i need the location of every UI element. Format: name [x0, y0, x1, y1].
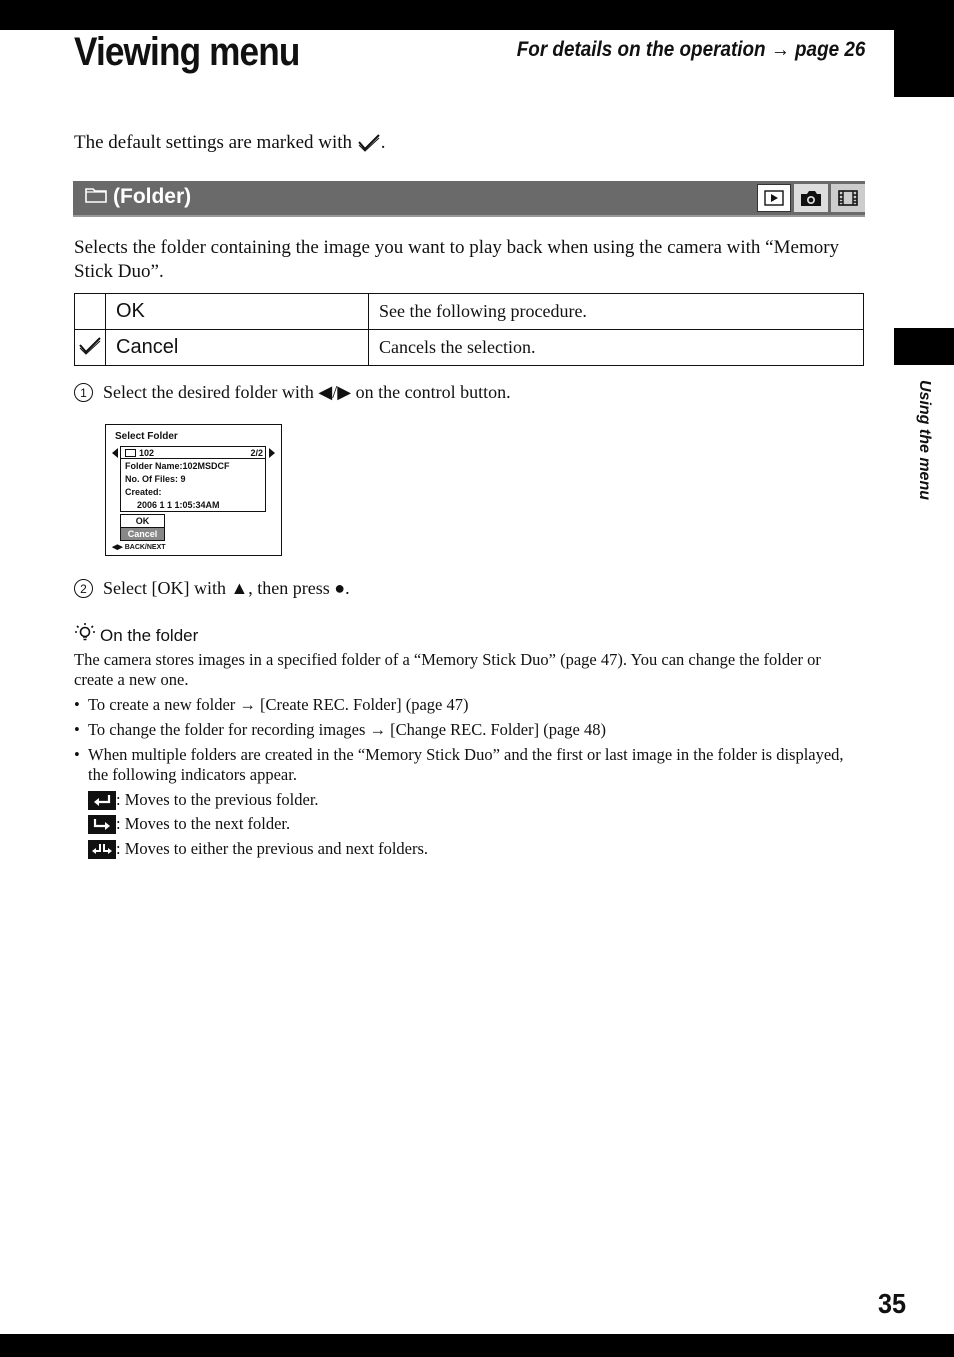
- camera-screen-illustration: [105, 424, 282, 556]
- default-mark-cell: [75, 330, 106, 366]
- mode-icons: [757, 184, 865, 212]
- step-number: 2: [74, 579, 93, 598]
- options-table: [74, 293, 864, 366]
- hint-title: On the folder: [100, 625, 199, 645]
- side-label: Using the menu: [916, 379, 933, 501]
- folder-counter: 2/2: [250, 448, 263, 458]
- option-name: OK: [106, 294, 369, 330]
- created-label: Created:: [125, 487, 162, 497]
- file-count: No. Of Files: 9: [125, 474, 186, 484]
- folder-info-box: [120, 446, 266, 512]
- prev-next-folder-icon: [88, 840, 116, 859]
- folder-icon: [125, 449, 136, 459]
- screen-cancel-option: Cancel: [120, 527, 165, 541]
- bottom-bar: [0, 1334, 954, 1357]
- folder-name: Folder Name:102MSDCF: [125, 461, 230, 471]
- folder-row: [121, 447, 265, 459]
- option-description: See the following procedure.: [369, 294, 864, 330]
- details-link: For details on the operation → page 26: [516, 38, 865, 61]
- next-folder-icon: [88, 815, 116, 834]
- previous-folder-icon: [88, 791, 116, 810]
- indicator-row: [88, 790, 319, 810]
- list-item: [74, 745, 864, 785]
- lightbulb-icon: [74, 622, 96, 649]
- list-item-text: To change the folder for recording images → [Change REC. Folder] (page 48): [88, 720, 606, 739]
- section-title: [85, 185, 191, 209]
- right-arrow-icon: [269, 448, 275, 458]
- default-mark-cell: [75, 294, 106, 330]
- folder-icon: [85, 185, 107, 209]
- table-row: [75, 294, 864, 330]
- list-item: [74, 695, 864, 715]
- section-description: Selects the folder containing the image you want to play back when using the camera with “Memory Stick Duo”.: [74, 237, 840, 282]
- step-text: Select [OK] with ▲, then press ●.: [103, 578, 350, 598]
- list-item-text: When multiple folders are created in the “Memory Stick Duo” and the first or last image in the folder is displayed, the following indicators appear.: [88, 745, 844, 784]
- indicator-row: [88, 839, 428, 859]
- movie-icon: [831, 184, 865, 212]
- corner-tab: [894, 30, 954, 97]
- step-2: [74, 578, 350, 599]
- checkmark-icon: [78, 342, 102, 359]
- list-item: [74, 720, 864, 740]
- option-description: Cancels the selection.: [369, 330, 864, 366]
- checkmark-icon: [357, 132, 381, 158]
- bullet-icon: •: [74, 720, 80, 739]
- indicator-text: : Moves to the next folder.: [116, 814, 291, 833]
- section-banner: [73, 181, 865, 217]
- page-title: Viewing menu: [74, 30, 300, 74]
- indicator-text: : Moves to the previous folder.: [116, 790, 319, 809]
- playback-icon: [757, 184, 791, 212]
- indicator-row: [88, 814, 290, 834]
- top-bar: [0, 0, 954, 30]
- step-number: 1: [74, 383, 93, 402]
- option-name: Cancel: [106, 330, 369, 366]
- section-title-text: (Folder): [113, 185, 192, 208]
- bullet-icon: •: [74, 745, 80, 764]
- created-value: 2006 1 1 1:05:34AM: [137, 500, 220, 510]
- side-tab: [894, 328, 954, 365]
- camera-icon: [794, 184, 828, 212]
- hint-paragraph: The camera stores images in a specified folder of a “Memory Stick Duo” (page 47). You can change the folder or create a new one.: [74, 650, 821, 689]
- page-number: 35: [878, 1288, 907, 1319]
- step-1: [74, 382, 511, 403]
- defaults-note-text: The default settings are marked with: [74, 132, 353, 153]
- defaults-note-end: .: [380, 132, 386, 153]
- indicator-text: : Moves to either the previous and next folders.: [116, 839, 429, 858]
- hint-heading: [74, 622, 198, 649]
- step-text: Select the desired folder with ◀/▶ on the control button.: [103, 382, 511, 402]
- screen-ok-option: OK: [120, 514, 165, 528]
- folder-number: 102: [139, 448, 155, 458]
- screen-header: Select Folder: [115, 431, 178, 442]
- left-arrow-icon: [112, 448, 118, 458]
- table-row: [75, 330, 864, 366]
- defaults-note: [74, 132, 386, 158]
- list-item-text: To create a new folder → [Create REC. Folder] (page 47): [88, 695, 469, 714]
- back-next-hint: ◀▶ BACK/NEXT: [112, 544, 166, 551]
- bullet-icon: •: [74, 695, 80, 714]
